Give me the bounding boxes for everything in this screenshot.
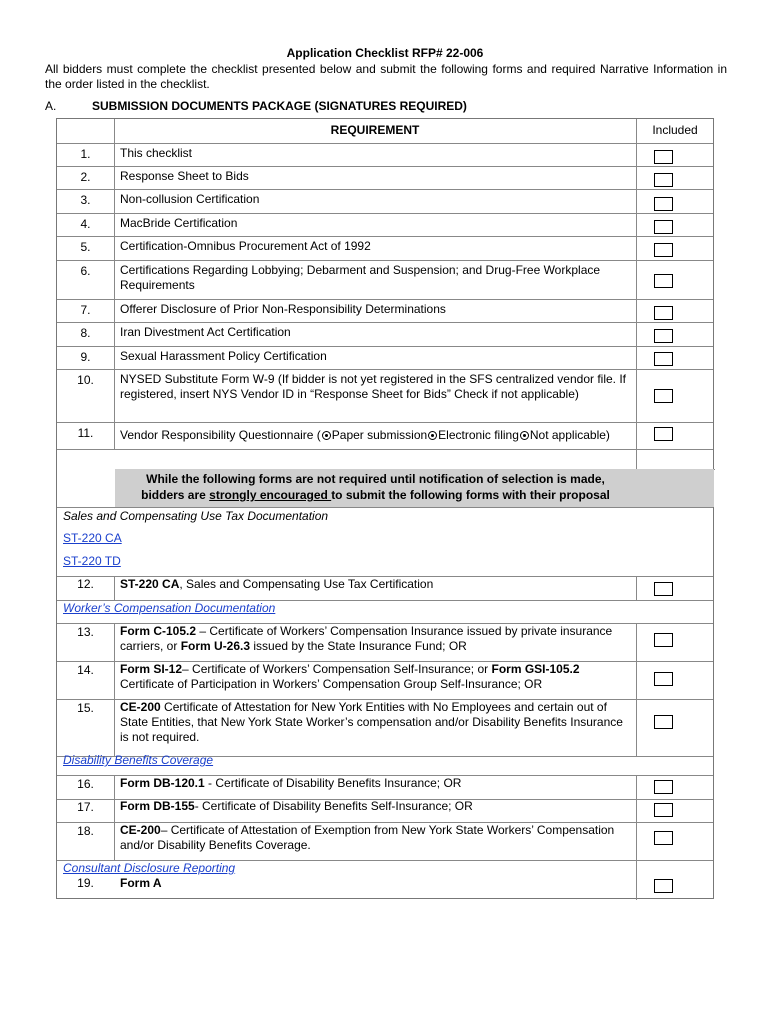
row-text: NYSED Substitute Form W-9 (If bidder is not yet registered in the SFS centralized vendor file. If registered, insert NYS Vendor ID in “Response Sheet for Bids” Check if not applicable)	[120, 372, 626, 401]
row-number: 19.	[77, 876, 94, 890]
included-checkbox[interactable]	[654, 173, 673, 187]
included-checkbox[interactable]	[654, 672, 673, 686]
not-applicable-radio[interactable]	[520, 431, 529, 440]
row-number: 6.	[80, 264, 91, 278]
row-text: Non-collusion Certification	[120, 192, 260, 206]
row-text: Response Sheet to Bids	[120, 169, 249, 183]
row-number: 16.	[77, 777, 94, 791]
row-number: 10.	[77, 373, 94, 387]
row-text: This checklist	[120, 146, 193, 160]
row-number: 11.	[77, 426, 94, 440]
row-text: Vendor Responsibility Questionnaire ( Paper submission Electronic filing Not applicable)	[120, 428, 610, 442]
section-letter: A.	[45, 99, 57, 113]
section-title: SUBMISSION DOCUMENTS PACKAGE (SIGNATURES REQUIRED)	[92, 99, 467, 113]
electronic-filing-radio[interactable]	[428, 431, 437, 440]
included-checkbox[interactable]	[654, 197, 673, 211]
included-checkbox[interactable]	[654, 220, 673, 234]
col-divider	[114, 119, 115, 449]
notice-text: While the following forms are not required until notification of selection is made, bidders are strongly encouraged to submit the following forms with their proposal	[141, 472, 610, 502]
row-text: Sexual Harassment Policy Certification	[120, 349, 327, 363]
included-checkbox[interactable]	[654, 831, 673, 845]
row-number: 13.	[77, 625, 94, 639]
included-checkbox[interactable]	[654, 274, 673, 288]
row-text: Form DB-120.1 - Certificate of Disability Benefits Insurance; OR	[120, 776, 462, 790]
col-divider	[114, 775, 115, 860]
included-checkbox[interactable]	[654, 329, 673, 343]
row-text: Form C-105.2 – Certificate of Workers’ Compensation Insurance issued by private insurance carriers, or Form U-26.3 issued by the State Insurance Fund; OR	[120, 624, 613, 653]
paper-submission-radio[interactable]	[322, 431, 331, 440]
row-number: 8.	[80, 326, 91, 340]
row-number: 3.	[80, 193, 91, 207]
notice-band-right	[636, 469, 714, 507]
checklist-table	[56, 118, 714, 899]
row-text: CE-200– Certificate of Attestation of Exemption from New York State Workers’ Compensation and/or Disability Benefits Coverage.	[120, 823, 615, 852]
row-number: 9.	[80, 350, 91, 364]
included-checkbox[interactable]	[654, 633, 673, 647]
row-number: 4.	[80, 217, 91, 231]
included-checkbox[interactable]	[654, 582, 673, 596]
row-number: 17.	[77, 800, 94, 814]
included-checkbox[interactable]	[654, 715, 673, 729]
row-text: Form SI-12– Certificate of Workers’ Compensation Self-Insurance; or Form GSI-105.2 Certificate of Participation in Workers’ Compensation Group Self-Insurance; OR	[120, 662, 580, 691]
row-text: Form A	[120, 876, 162, 890]
row-number: 1.	[80, 147, 91, 161]
col-divider	[636, 576, 637, 600]
row-number: 12.	[77, 577, 94, 591]
row-number: 2.	[80, 170, 91, 184]
st220ca-link[interactable]: ST-220 CA	[63, 531, 122, 545]
disability-benefits-heading[interactable]: Disability Benefits Coverage	[63, 753, 214, 767]
row-text: Iran Divestment Act Certification	[120, 325, 291, 339]
page-title: Application Checklist RFP# 22-006	[286, 46, 484, 60]
row-number: 7.	[80, 303, 91, 317]
col-divider	[636, 775, 637, 860]
row-text: Form DB-155- Certificate of Disability Benefits Self-Insurance; OR	[120, 799, 473, 813]
included-checkbox[interactable]	[654, 352, 673, 366]
row-number: 5.	[80, 240, 91, 254]
included-checkbox[interactable]	[654, 780, 673, 794]
row-number: 18.	[77, 824, 94, 838]
col-divider	[114, 623, 115, 756]
included-checkbox[interactable]	[654, 306, 673, 320]
included-checkbox[interactable]	[654, 243, 673, 257]
workers-comp-heading[interactable]: Worker’s Compensation Documentation	[63, 601, 276, 615]
included-checkbox[interactable]	[654, 427, 673, 441]
row-text: Certifications Regarding Lobbying; Debarment and Suspension; and Drug-Free Workplace Requirements	[120, 263, 601, 292]
sales-tax-heading: Sales and Compensating Use Tax Documentation	[63, 509, 329, 523]
intro-paragraph: All bidders must complete the checklist presented below and submit the following forms and required Narrative Information in the order listed in the checklist.	[45, 62, 727, 91]
row-text: CE-200 Certificate of Attestation for New York Entities with No Employees and certain out of State Entities, that New York State Worker’s compensation and/or Disability Benefits Insurance is not required.	[120, 700, 623, 744]
st220td-link[interactable]: ST-220 TD	[63, 554, 121, 568]
col-divider	[636, 623, 637, 756]
row-text: Offerer Disclosure of Prior Non-Responsibility Determinations	[120, 302, 446, 316]
row-text: Certification-Omnibus Procurement Act of 1992	[120, 239, 371, 253]
included-checkbox[interactable]	[654, 803, 673, 817]
row-number: 15.	[77, 701, 94, 715]
col-divider	[636, 860, 637, 900]
row-text: MacBride Certification	[120, 216, 238, 230]
included-checkbox[interactable]	[654, 389, 673, 403]
header-included: Included	[652, 123, 698, 137]
included-checkbox[interactable]	[654, 150, 673, 164]
row-number: 14.	[77, 663, 94, 677]
consultant-disclosure-heading[interactable]: Consultant Disclosure Reporting	[63, 861, 236, 875]
col-divider	[114, 576, 115, 600]
row-text: ST-220 CA, Sales and Compensating Use Tax Certification	[120, 577, 434, 591]
included-checkbox[interactable]	[654, 879, 673, 893]
header-requirement: REQUIREMENT	[330, 123, 420, 137]
